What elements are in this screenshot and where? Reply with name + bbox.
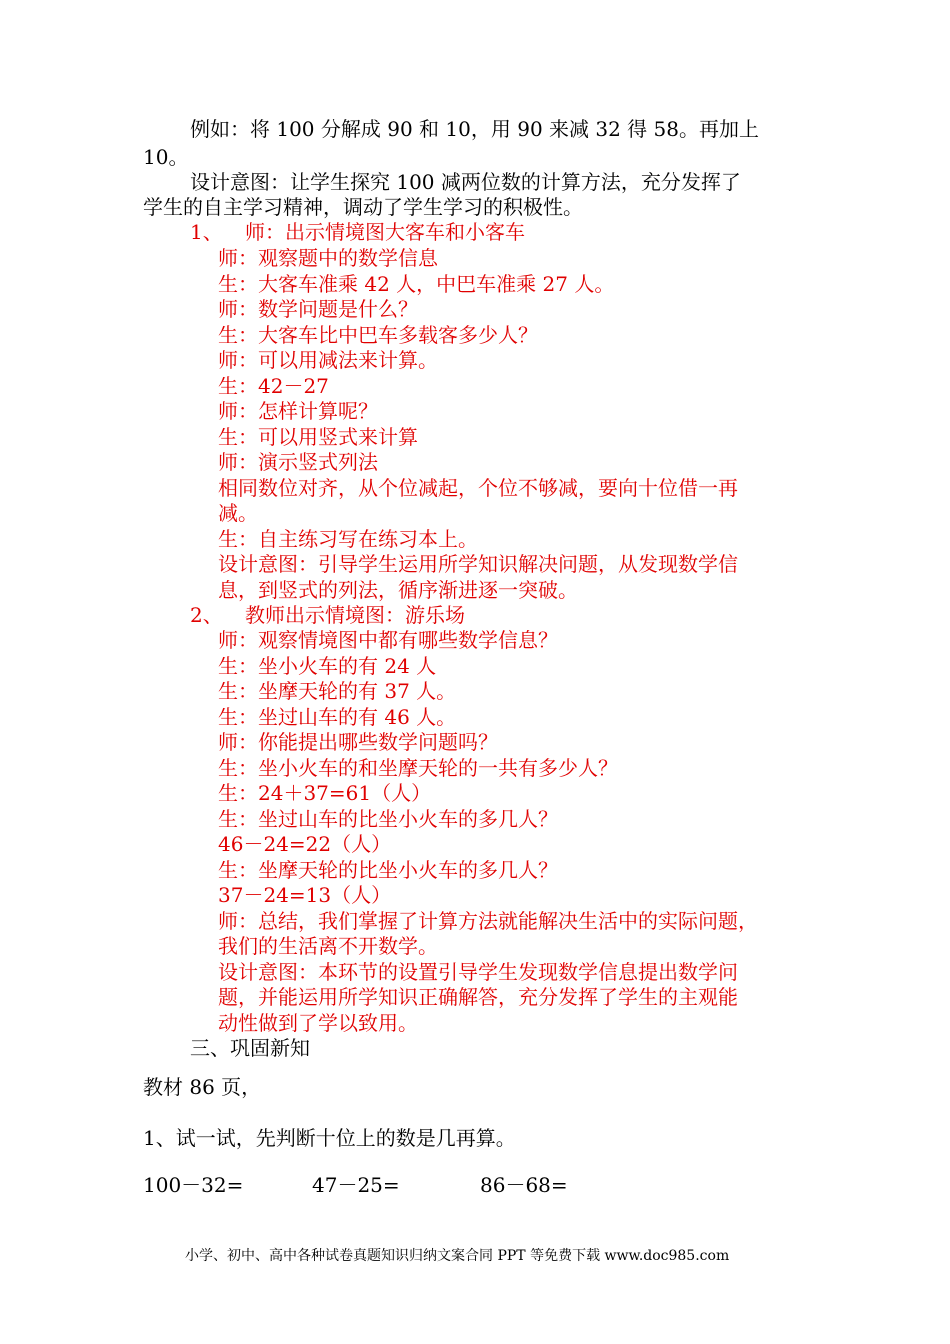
section1-line: 师：观察题中的数学信息	[218, 246, 438, 270]
example-line-1: 例如：将 100 分解成 90 和 10，用 90 来减 32 得 58。再加上	[190, 117, 759, 141]
section3-heading: 三、巩固新知	[190, 1036, 310, 1060]
section2-line: 生：坐小火车的有 24 人	[218, 654, 437, 678]
section1-line: 生：大客车准乘 42 人，中巴车准乘 27 人。	[218, 272, 615, 296]
section2-line: 生：坐摩天轮的有 37 人。	[218, 679, 457, 703]
design-intent-line-2: 学生的自主学习精神，调动了学生学习的积极性。	[143, 195, 583, 219]
section2-line: 我们的生活离不开数学。	[218, 934, 438, 958]
section1-line: 师：可以用减法来计算。	[218, 348, 438, 372]
section2-line: 设计意图：本环节的设置引导学生发现数学信息提出数学问	[218, 960, 738, 984]
section2-line: 生：坐小火车的和坐摩天轮的一共有多少人？	[218, 756, 618, 780]
section1-line: 师：演示竖式列法	[218, 450, 378, 474]
section2-line: 师：你能提出哪些数学问题吗？	[218, 730, 498, 754]
section1-line: 师：数学问题是什么？	[218, 297, 418, 321]
exercise-item: 86－68=	[480, 1173, 568, 1197]
section1-line: 生：42－27	[218, 374, 329, 398]
section1-line: 设计意图：引导学生运用所学知识解决问题，从发现数学信	[218, 552, 738, 576]
section1-heading: 师：出示情境图大客车和小客车	[245, 220, 525, 244]
exercise-item: 100－32=	[143, 1173, 244, 1197]
section1-line: 减。	[218, 501, 258, 525]
example-line-2: 10。	[143, 145, 189, 169]
section1-line: 相同数位对齐，从个位减起，个位不够减，要向十位借一再	[218, 476, 738, 500]
section2-heading: 教师出示情境图：游乐场	[245, 603, 465, 627]
section1-line: 息，到竖式的列法，循序渐进逐一突破。	[218, 578, 578, 602]
section1-line: 生：自主练习写在练习本上。	[218, 527, 478, 551]
section2-line: 动性做到了学以致用。	[218, 1011, 418, 1035]
exercise-item: 47－25=	[312, 1173, 400, 1197]
section1-number: 1、	[190, 220, 223, 244]
section1-line: 生：大客车比中巴车多载客多少人？	[218, 323, 538, 347]
section2-number: 2、	[190, 603, 223, 627]
section2-line: 37－24=13（人）	[218, 883, 392, 907]
section2-line: 题，并能运用所学知识正确解答，充分发挥了学生的主观能	[218, 985, 738, 1009]
exercise-task: 1、试一试，先判断十位上的数是几再算。	[143, 1126, 516, 1150]
section2-line: 生：24＋37=61（人）	[218, 781, 432, 805]
section2-line: 46－24=22（人）	[218, 832, 392, 856]
section2-line: 师：总结，我们掌握了计算方法就能解决生活中的实际问题，	[218, 909, 758, 933]
section1-line: 生：可以用竖式来计算	[218, 425, 418, 449]
section2-line: 生：坐摩天轮的比坐小火车的多几人？	[218, 858, 558, 882]
section2-line: 生：坐过山车的有 46 人。	[218, 705, 457, 729]
section2-line: 师：观察情境图中都有哪些数学信息？	[218, 628, 558, 652]
textbook-reference: 教材 86 页，	[143, 1075, 262, 1099]
page-footer: 小学、初中、高中各种试卷真题知识归纳文案合同 PPT 等免费下载 www.doc985.com	[185, 1248, 730, 1264]
section2-line: 生：坐过山车的比坐小火车的多几人？	[218, 807, 558, 831]
design-intent-line-1: 设计意图：让学生探究 100 减两位数的计算方法，充分发挥了	[190, 170, 741, 194]
section1-line: 师：怎样计算呢？	[218, 399, 378, 423]
